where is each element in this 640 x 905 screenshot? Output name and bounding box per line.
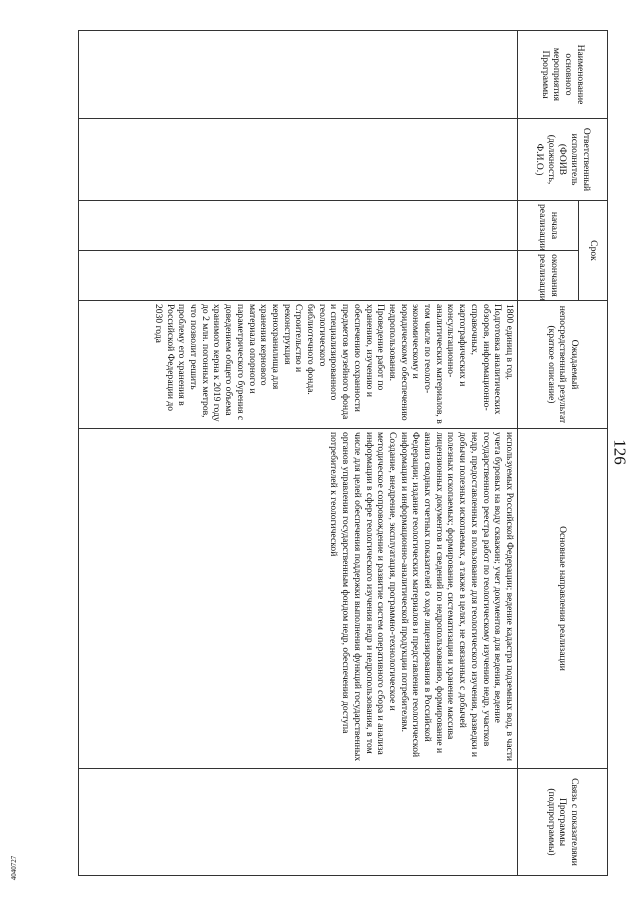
header-responsible: Ответственный исполнитель (ФОИВ (должность, Ф.И.О.): [518, 119, 608, 201]
cell-term-end: [79, 251, 518, 301]
header-term-start: начала реализации: [518, 201, 579, 251]
header-term-end: окончания реализации: [518, 251, 579, 301]
program-activity-table: [78, 30, 608, 876]
page-number: 126: [610, 439, 630, 465]
header-activity-name: Наименование основного мероприятия Программы: [518, 31, 608, 119]
header-expected-result: Ожидаемый непосредственный результат (краткое описание): [518, 301, 608, 429]
cell-main-directions: используемых Российской Федерации; ведение кадастра подземных вод, в части учета буровых на воду скважин; учет документов для ведения, ведение государственного реестра работ по геологическому изучению недр, участков недр, предоставленных в пользование для геологического изучения, разведки и добычи полезных ископаемых, а также в целях, не связанных с добычей полезных ископаемых; формирование, систематизация и хранение массива лицензионных документов и сведений по недропользованию, формирование и анализ сводных отчетных показателей о ходе лицензирования в Российской Федерации; издание геологических материалов и представление геологической информации и информационно-аналитической продукции потребителям. Создание, внедрение, эксплуатация, программно-технологическое и методическое сопровождение и развитие систем оперативного сбора и анализа информации в сфере геологического изучения недр и недропользования, в том числе для целей обеспечения поддержки выполнения функций государственных органов управления государственным фондом недр, обеспечения доступа потребителей к геологической: [79, 429, 518, 769]
header-indicators-link: Связь с показателями Программы (подпрограммы): [518, 769, 608, 876]
header-main-directions: Основные направления реализации: [518, 429, 608, 769]
cell-indicators-link: [79, 769, 518, 876]
cell-responsible: [79, 119, 518, 201]
cell-expected-result: 1800 единиц в год. Подготовка аналитических обзоров, информационно-справочных, картографических и консультационно-аналитических материалов, в том числе по геолого-экономическому и юридическому обеспечению недропользования. Проведение работ по хранению, изучению и обеспечению сохранности предметов музейного фонда и специализированного геологического библиотечного фонда. Строительство и реконструкция кернохранилища для хранения кернового материала опорного и параметрического бурения с доведением общего объема хранимого керна к 2019 году до 2 млн. погонных метров, что позволит решить проблему его хранения в Российской Федерации до 2030 года: [79, 301, 518, 429]
cell-activity-name: [79, 31, 518, 119]
document-code: 4040727: [10, 855, 18, 881]
header-term: Срок: [579, 201, 608, 301]
table-row: [79, 31, 518, 876]
rotated-table-sheet: [78, 30, 608, 875]
cell-term-start: [79, 201, 518, 251]
